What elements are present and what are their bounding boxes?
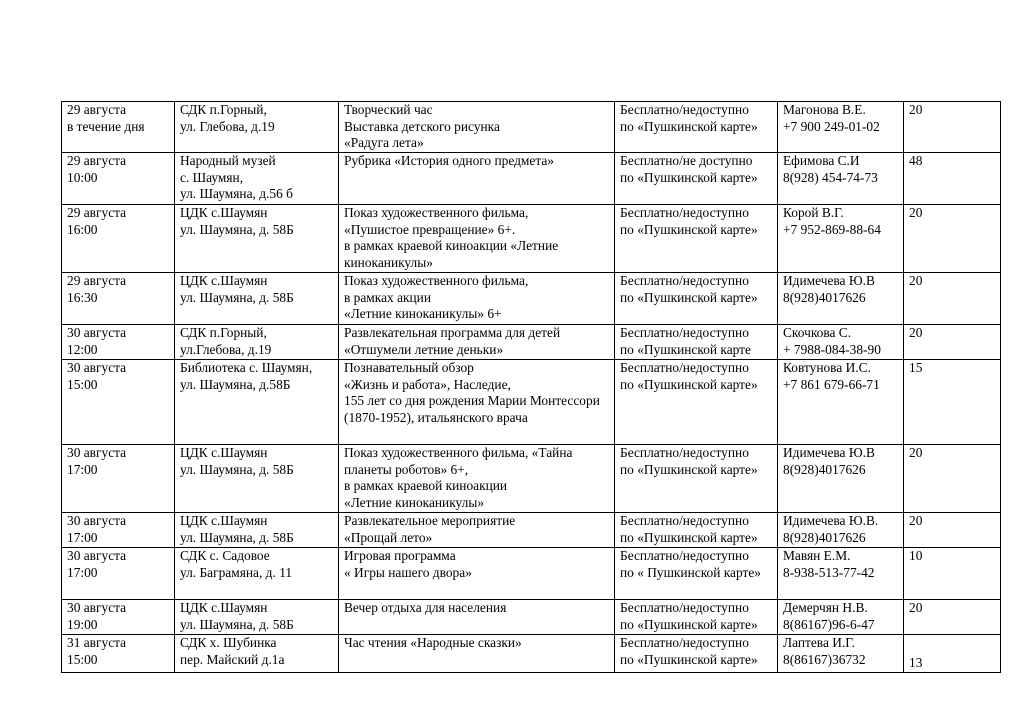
place-cell: Библиотека с. Шаумян, ул. Шаумяна, д.58Б — [175, 360, 339, 445]
event-cell: Развлекательное мероприятие «Прощай лето» — [339, 513, 615, 548]
table-row — [62, 205, 1001, 273]
place-cell: ЦДК с.Шаумян ул. Шаумяна, д. 58Б — [175, 205, 339, 273]
table-row — [62, 325, 1001, 360]
date-cell: 29 августа 16:30 — [62, 273, 175, 325]
price-cell: Бесплатно/недоступно по «Пушкинской карте» — [615, 273, 778, 325]
count-cell: 20 — [904, 102, 1001, 153]
price-cell: Бесплатно/недоступно по «Пушкинской карте» — [615, 360, 778, 445]
place-cell: СДК х. Шубинка пер. Майский д.1а — [175, 635, 339, 673]
count-cell: 20 — [904, 325, 1001, 360]
price-cell: Бесплатно/недоступно по «Пушкинской карте» — [615, 513, 778, 548]
event-cell: Развлекательная программа для детей «Отшумели летние деньки» — [339, 325, 615, 360]
date-cell: 30 августа 17:00 — [62, 548, 175, 600]
price-cell: Бесплатно/недоступно по «Пушкинской карте» — [615, 445, 778, 513]
place-cell: ЦДК с.Шаумян ул. Шаумяна, д. 58Б — [175, 445, 339, 513]
date-cell: 29 августа 10:00 — [62, 153, 175, 205]
event-cell: Показ художественного фильма, «Тайна планеты роботов» 6+, в рамках краевой киноакции «Летние киноканикулы» — [339, 445, 615, 513]
place-cell: ЦДК с.Шаумян ул. Шаумяна, д. 58Б — [175, 600, 339, 635]
event-cell: Игровая программа « Игры нашего двора» — [339, 548, 615, 600]
price-cell: Бесплатно/недоступно по «Пушкинской карте» — [615, 102, 778, 153]
date-cell: 31 августа 15:00 — [62, 635, 175, 673]
event-cell: Показ художественного фильма, в рамках акции «Летние киноканикулы» 6+ — [339, 273, 615, 325]
count-cell: 20 — [904, 513, 1001, 548]
event-cell: Познавательный обзор «Жизнь и работа», Наследие, 155 лет со дня рождения Марии Монтессори (1870-1952), итальянского врача — [339, 360, 615, 445]
table-row — [62, 445, 1001, 513]
price-cell: Бесплатно/недоступно по «Пушкинской карте» — [615, 635, 778, 673]
count-cell: 20 — [904, 205, 1001, 273]
place-cell: СДК п.Горный, ул. Глебова, д.19 — [175, 102, 339, 153]
count-cell: 20 — [904, 273, 1001, 325]
contact-cell: Ковтунова И.С. +7 861 679-66-71 — [778, 360, 904, 445]
place-cell: СДК с. Садовое ул. Баграмяна, д. 11 — [175, 548, 339, 600]
place-cell: ЦДК с.Шаумян ул. Шаумяна, д. 58Б — [175, 273, 339, 325]
event-cell: Час чтения «Народные сказки» — [339, 635, 615, 673]
contact-cell: Идимечева Ю.В 8(928)4017626 — [778, 445, 904, 513]
date-cell: 29 августа в течение дня — [62, 102, 175, 153]
price-cell: Бесплатно/не доступно по «Пушкинской карте» — [615, 153, 778, 205]
place-cell: СДК п.Горный, ул.Глебова, д.19 — [175, 325, 339, 360]
table-row — [62, 513, 1001, 548]
contact-cell: Демерчян Н.В. 8(86167)96-6-47 — [778, 600, 904, 635]
count-cell: 15 — [904, 360, 1001, 445]
contact-cell: Идимечева Ю.В. 8(928)4017626 — [778, 513, 904, 548]
price-cell: Бесплатно/недоступно по « Пушкинской карте» — [615, 548, 778, 600]
place-cell: Народный музей с. Шаумян, ул. Шаумяна, д.56 б — [175, 153, 339, 205]
count-cell: 13 — [904, 635, 1001, 673]
contact-cell: Мавян Е.М. 8-938-513-77-42 — [778, 548, 904, 600]
event-cell: Вечер отдыха для населения — [339, 600, 615, 635]
count-cell: 48 — [904, 153, 1001, 205]
date-cell: 30 августа 17:00 — [62, 513, 175, 548]
contact-cell: Лаптева И.Г. 8(86167)36732 — [778, 635, 904, 673]
contact-cell: Корой В.Г. +7 952-869-88-64 — [778, 205, 904, 273]
table-row — [62, 102, 1001, 153]
contact-cell: Магонова В.Е. +7 900 249-01-02 — [778, 102, 904, 153]
place-cell: ЦДК с.Шаумян ул. Шаумяна, д. 58Б — [175, 513, 339, 548]
table-row — [62, 273, 1001, 325]
contact-cell: Скочкова С. + 7988-084-38-90 — [778, 325, 904, 360]
table-row — [62, 600, 1001, 635]
table-row — [62, 153, 1001, 205]
count-cell: 10 — [904, 548, 1001, 600]
event-cell: Показ художественного фильма, «Пушистое превращение» 6+. в рамках краевой киноакции «Летние киноканикулы» — [339, 205, 615, 273]
event-cell: Творческий час Выставка детского рисунка «Радуга лета» — [339, 102, 615, 153]
table-row — [62, 360, 1001, 445]
date-cell: 30 августа 12:00 — [62, 325, 175, 360]
contact-cell: Ефимова С.И 8(928) 454-74-73 — [778, 153, 904, 205]
price-cell: Бесплатно/недоступно по «Пушкинской карте — [615, 325, 778, 360]
count-cell: 20 — [904, 600, 1001, 635]
table-row — [62, 635, 1001, 673]
table-row — [62, 548, 1001, 600]
event-cell: Рубрика «История одного предмета» — [339, 153, 615, 205]
price-cell: Бесплатно/недоступно по «Пушкинской карте» — [615, 600, 778, 635]
events-table — [61, 101, 1001, 673]
contact-cell: Идимечева Ю.В 8(928)4017626 — [778, 273, 904, 325]
count-cell: 20 — [904, 445, 1001, 513]
date-cell: 29 августа 16:00 — [62, 205, 175, 273]
price-cell: Бесплатно/недоступно по «Пушкинской карте» — [615, 205, 778, 273]
date-cell: 30 августа 17:00 — [62, 445, 175, 513]
date-cell: 30 августа 15:00 — [62, 360, 175, 445]
date-cell: 30 августа 19:00 — [62, 600, 175, 635]
